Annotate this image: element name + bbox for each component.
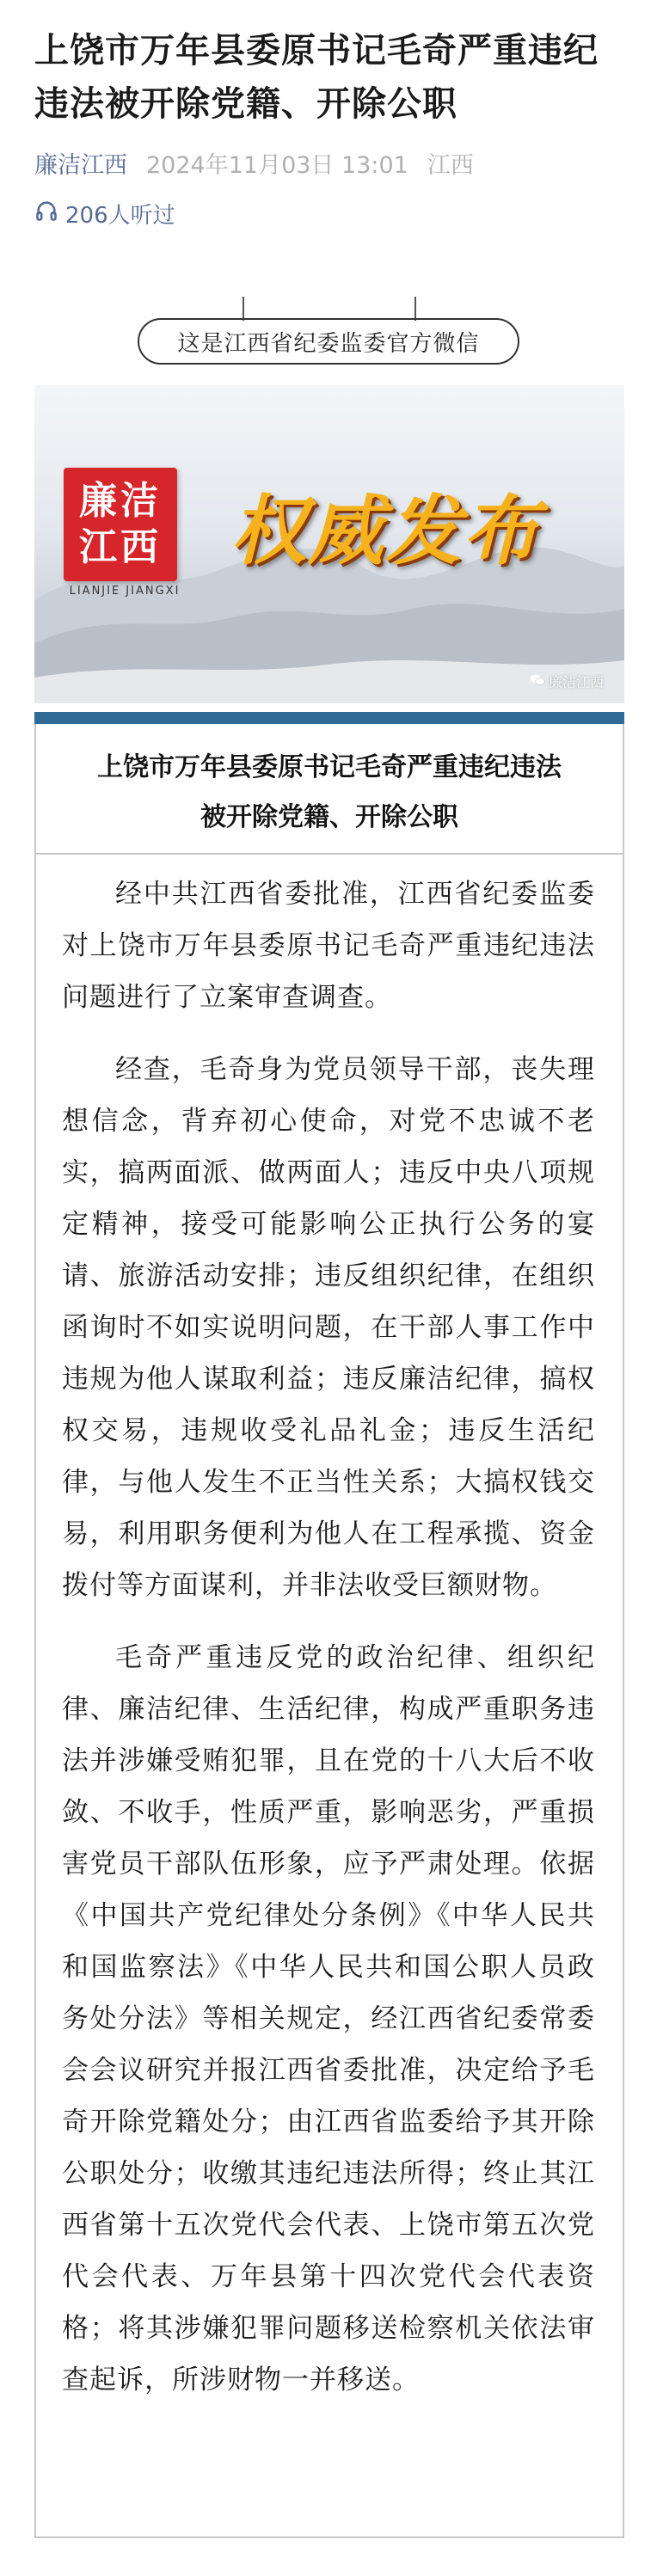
publish-location: 江西 (427, 152, 474, 179)
headphones-icon (34, 199, 58, 229)
logo-line-1: 廉洁 (79, 479, 162, 523)
logo-line-2: 江西 (79, 525, 162, 569)
watermark-text: 廉洁江西 (548, 674, 604, 690)
hanging-line-left (243, 297, 244, 321)
wechat-icon (530, 673, 545, 690)
article-title: 上饶市万年县委原书记毛奇严重违纪违法被开除党籍、开除公职 (34, 31, 599, 124)
image-watermark (530, 672, 604, 691)
paragraph: 经查，毛奇身为党员领导干部，丧失理想信念，背弃初心使命，对党不忠诚不老实，搞两面派、做两面人；违反中央八项规定精神，接受可能影响公正执行公务的宴请、旅游活动安排；违反组织纪律，在组织函询时不如实说明问题，在干部人事工作中违规为他人谋取利益；违反廉洁纪律，搞权权交易，违规收受礼品礼金；违反生活纪律，与他人发生不正当性关系；大搞权钱交易，利用职务便利为他人在工程承揽、资金拨付等方面谋利，并非法收受巨额财物。 (62, 1054, 595, 1601)
paragraph: 经中共江西省委批准，江西省纪委监委对上饶市万年县委原书记毛奇严重违纪违法问题进行了立案审查调查。 (62, 879, 595, 1013)
listen-button[interactable] (34, 198, 175, 230)
document-body (62, 868, 595, 2426)
lianjie-jiangxi-logo (64, 468, 177, 581)
hanging-line-right (414, 297, 416, 321)
official-account-tag: 这是江西省纪委监委官方微信 (138, 318, 519, 365)
paragraph: 毛奇严重违反党的政治纪律、组织纪律、廉洁纪律、生活纪律，构成严重职务违法并涉嫌受贿犯罪，且在党的十八大后不收敛、不收手，性质严重，影响恶劣，严重损害党员干部队伍形象，应予严肃处理。依据《中国共产党纪律处分条例》《中华人民共和国监察法》《中华人民共和国公职人员政务处分法》等相关规定，经江西省纪委常委会会议研究并报江西省委批准，决定给予毛奇开除党籍处分；由江西省监委给予其开除公职处分；收缴其违纪违法所得；终止其江西省第十五次党代会代表、上饶市第五次党代会代表、万年县第十四次党代会代表资格；将其涉嫌犯罪问题移送检察机关依法审查起诉，所涉财物一并移送。 (62, 1642, 595, 2395)
document-heading-line-1: 上饶市万年县委原书记毛奇严重违纪违法 (97, 752, 562, 782)
document-top-bar (34, 712, 624, 724)
logo-subtitle: LIANJIE JIANGXI (69, 585, 181, 598)
authority-release-slogan: 权威发布 (230, 487, 541, 575)
listen-count: 206人听过 (65, 203, 175, 229)
announcement-document (34, 724, 624, 2538)
document-heading-line-2: 被开除党籍、开除公职 (200, 802, 458, 832)
document-divider (36, 853, 623, 855)
publish-datetime: 2024年11月03日 13:01 (146, 152, 408, 179)
article-meta (34, 146, 474, 180)
document-heading (36, 743, 623, 843)
hero-banner-image (34, 385, 624, 703)
account-name-link[interactable]: 廉洁江西 (34, 152, 127, 179)
